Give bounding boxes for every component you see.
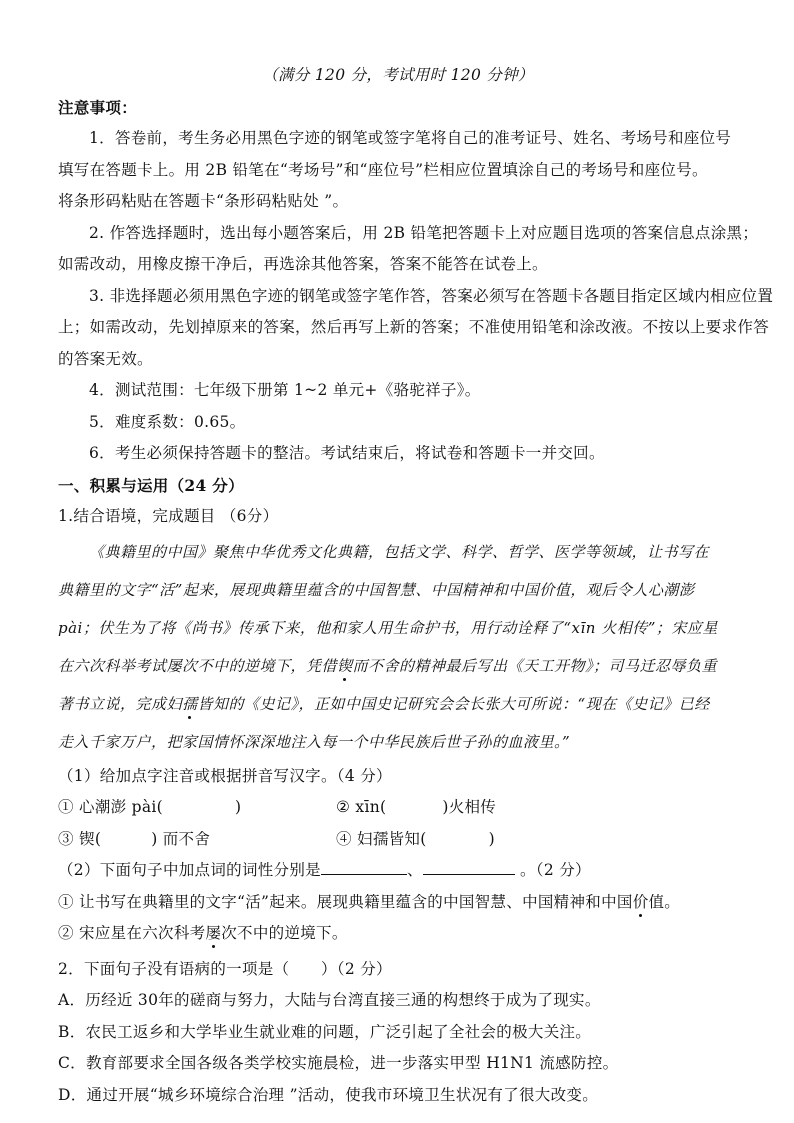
notice-item-2 [58,218,759,281]
item-3-close: ) 而不舍 [151,829,211,848]
passage-line-4-a: 在六次科举考试屡次不中的逆境下，凭借 [58,656,338,675]
question-2-option-d: D．通过开展“城乡环境综合治理 ”活动，使我市环境卫生状况有了很大改变。 [58,1085,599,1104]
sentence-1-b: 值。 [648,892,681,911]
item-2-label: ② xīn( [336,798,387,816]
subquestion-2-title-b: 。（2 分） [514,861,591,879]
dotted-char-lv: 屡 [205,924,222,942]
notice-item-3-line-2: 上；如需改动，先划掉原来的答案，然后再写上新的答案；不准使用铅笔和涂改液。不按以上要求作答 [58,318,770,336]
subquestion-1-item-2 [336,792,496,824]
question-2-title: 2．下面句子没有语病的一项是（ ）（2 分） [58,959,392,978]
sentence-1-a: ① 让书写在典籍里的文字“活”起来。展现典籍里蕴含的中国智慧、中国精神和中国 [58,892,633,911]
sentence-2-a: ② 宋应星在六次科考 [58,924,206,942]
subquestion-1-row-1 [58,792,738,824]
passage-line-3: pài；伏生为了将《尚书》传承下来，他和家人用生命护书，用行动诠释了“xīn 火相传”；宋应星 [58,618,718,637]
subquestion-1-row-2 [58,824,738,856]
answer-blank-2[interactable] [423,857,515,875]
passage-line-5-a: 著书立说，完成妇 [58,694,183,713]
passage-line-6: 走入千家万户，把家国情怀深深地注入每一个中华民族后世子孙的血液里。” [58,732,571,751]
question-2-option-b: B．农民工返乡和大学毕业生就业难的问题，广泛引起了全社会的极大关注。 [58,1022,592,1041]
dotted-char-qie: 锲 [337,656,353,675]
subquestion-1-item-4 [336,824,495,856]
sentence-2-b: 次不中的逆境下。 [221,924,348,942]
notice-item-5: 5．难度系数：0.65。 [89,412,246,431]
notice-item-4: 4．测试范围：七年级下册第 1~2 单元+《骆驼祥子》。 [89,381,481,399]
passage-line-2: 典籍里的文字“活”起来，展现典籍里蕴含的中国智慧、中国精神和中国价值，观后令人心潮澎 [58,580,695,599]
question-2-option-c: C．教育部要求全国各级各类学校实施晨检，进一步落实甲型 H1N1 流感防控。 [58,1054,619,1072]
subquestion-2-sentence-2 [58,918,738,950]
subquestion-2-title [58,855,738,887]
notice-item-1 [58,123,738,218]
passage-line-5-b: 皆知的《史记》，正如中国史记研究会会长张大可所说：“现在《史记》已经 [197,694,710,713]
dotted-char-ru: 孺 [182,694,198,713]
subquestion-1-item-3 [58,824,336,856]
subquestion-2-separator: 、 [406,861,423,879]
passage-line-1: 《典籍里的中国》聚焦中华优秀文化典籍，包括文学、科学、哲学、医学等领域，让书写在 [89,542,710,561]
passage-line-5 [58,685,738,723]
exam-header-note: （满分 120 分，考试用时 120 分钟） [262,66,534,84]
notice-item-2-line-2: 如需改动，用橡皮擦干净后，再选涂其他答案，答案不能答在试卷上。 [58,255,548,273]
notice-item-1-line-3: 将条形码粘贴在答题卡“条形码粘贴处 ”。 [58,192,349,210]
question-1-passage [58,533,738,761]
dotted-char-jia: 价 [632,892,649,911]
notice-title: 注意事项： [58,97,138,117]
notice-item-2-line-1: 2. 作答选择题时，选出每小题答案后，用 2B 铅笔把答题卡上对应题目选项的答案信息点涂黑； [89,223,759,242]
passage-line-4-b: 而不舍的精神最后写出《天工开物》；司马迁忍辱负重 [352,656,718,675]
notice-item-3 [58,281,774,376]
answer-blank-1[interactable] [321,857,407,875]
item-3-label: ③ 锲( [58,829,102,848]
notice-item-3-line-1: 3. 非选择题必须用黑色字迹的钢笔或签字笔作答，答案必须写在答题卡各题目指定区域内相应位置 [89,286,774,305]
subquestion-2-title-a: （2）下面句子中加点词的词性分别是 [58,861,321,879]
notice-item-1-line-1: 1．答卷前，考生务必用黑色字迹的钢笔或签字笔将自己的准考证号、姓名、考场号和座位号 [89,129,732,147]
question-1-title: 1.结合语境，完成题目 （6分） [58,507,279,525]
exam-page [58,60,774,1111]
item-1-close: ) [235,798,242,816]
item-1-label: ① 心潮澎 pài( [58,798,164,816]
notice-item-1-line-2: 填写在答题卡上。用 2B 铅笔在“考场号”和“座位号”栏相应位置填涂自己的考场号和座位号。 [58,160,708,179]
notice-item-3-line-3: 的答案无效。 [58,349,153,368]
notice-item-6: 6．考生必须保持答题卡的整洁。考试结束后，将试卷和答题卡一并交回。 [89,444,605,462]
subquestion-2-sentence-1 [58,887,738,919]
section-title: 一、积累与运用（24 分） [58,475,244,495]
item-4-label: ④ 妇孺皆知( [336,829,427,848]
subquestion-1-title: （1）给加点字注音或根据拼音写汉字。（4 分） [58,766,392,785]
subquestion-1-item-1 [58,792,336,824]
item-2-close: )火相传 [442,798,497,816]
question-2-option-a: A．历经近 30年的磋商与努力，大陆与台湾直接三通的构想终于成为了现实。 [58,991,601,1009]
passage-line-4 [58,647,738,685]
item-4-close: ) [488,829,495,848]
